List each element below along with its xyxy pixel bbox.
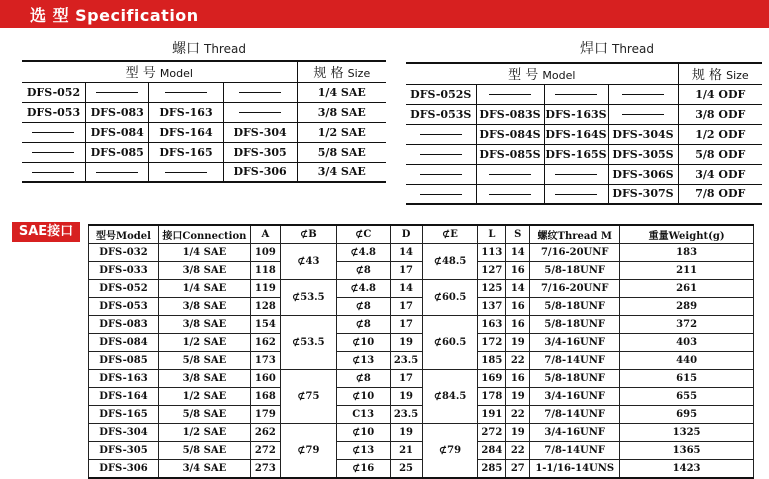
model-cell: DFS-306 xyxy=(89,460,159,479)
model-cell xyxy=(149,162,223,182)
model-cell xyxy=(608,124,678,144)
cell-text: 1/2 SAE xyxy=(317,125,366,139)
table-row xyxy=(22,122,386,142)
S-cell: 14 xyxy=(506,280,530,298)
empty-dash xyxy=(96,92,138,93)
model-cell xyxy=(85,142,148,162)
model-cell xyxy=(223,102,297,122)
model-cell xyxy=(22,122,85,142)
model-cell xyxy=(476,84,544,104)
thread-cell: 5/8-18UNF xyxy=(530,298,620,316)
model-cell: DFS-085 xyxy=(89,352,159,370)
A-cell: 154 xyxy=(250,316,280,334)
cell-text: DFS-084S xyxy=(479,127,541,141)
model-cell: DFS-304 xyxy=(89,424,159,442)
model-cell xyxy=(149,102,223,122)
column-header: D xyxy=(390,225,422,244)
conn-cell: 1/2 SAE xyxy=(158,424,250,442)
cell-text: 1/4 ODF xyxy=(695,87,746,101)
dim-b-cell: ⊄53.5 xyxy=(280,280,336,316)
table-row xyxy=(89,406,754,424)
A-cell: 262 xyxy=(250,424,280,442)
thread-spec-table xyxy=(22,60,386,183)
C-cell: ⊄8 xyxy=(336,370,390,388)
model-cell xyxy=(223,82,297,102)
thread-cell: 7/16-20UNF xyxy=(530,280,620,298)
thread-cell: 5/8-18UNF xyxy=(530,316,620,334)
size-header: 规 格 Size xyxy=(297,61,386,82)
column-header: 接口Connection xyxy=(158,225,250,244)
table-row xyxy=(89,262,754,280)
D-cell: 21 xyxy=(390,442,422,460)
weight-cell: 440 xyxy=(620,352,754,370)
S-cell: 27 xyxy=(506,460,530,479)
table-row xyxy=(89,442,754,460)
L-cell: 113 xyxy=(478,244,506,262)
cell-text: DFS-305 xyxy=(233,145,287,159)
model-cell xyxy=(85,162,148,182)
conn-cell: 1/2 SAE xyxy=(158,334,250,352)
empty-dash xyxy=(32,172,74,173)
A-cell: 179 xyxy=(250,406,280,424)
model-cell xyxy=(149,82,223,102)
A-cell: 128 xyxy=(250,298,280,316)
cell-text: DFS-304 xyxy=(233,125,287,139)
thread-section-title: 螺口 Thread xyxy=(172,41,246,57)
model-cell xyxy=(22,102,85,122)
A-cell: 273 xyxy=(250,460,280,479)
C-cell: ⊄10 xyxy=(336,388,390,406)
table-row xyxy=(89,370,754,388)
cell-text: DFS-053S xyxy=(410,107,472,121)
empty-dash xyxy=(555,174,597,175)
model-cell xyxy=(85,102,148,122)
C-cell: ⊄4.8 xyxy=(336,280,390,298)
model-cell xyxy=(476,104,544,124)
table-row xyxy=(89,316,754,334)
table-row xyxy=(406,124,762,144)
size-cell xyxy=(297,122,386,142)
cell-text: DFS-083S xyxy=(479,107,541,121)
empty-dash xyxy=(165,172,207,173)
empty-dash xyxy=(555,194,597,195)
conn-cell: 5/8 SAE xyxy=(158,406,250,424)
model-cell xyxy=(544,104,608,124)
dim-e-cell: ⊄48.5 xyxy=(422,244,478,280)
D-cell: 17 xyxy=(390,298,422,316)
A-cell: 168 xyxy=(250,388,280,406)
S-cell: 19 xyxy=(506,424,530,442)
weight-cell: 211 xyxy=(620,262,754,280)
D-cell: 25 xyxy=(390,460,422,479)
table-row xyxy=(89,352,754,370)
model-cell xyxy=(406,104,476,124)
size-cell xyxy=(678,104,762,124)
thread-cell: 5/8-18UNF xyxy=(530,262,620,280)
header-banner xyxy=(0,0,769,28)
conn-cell: 5/8 SAE xyxy=(158,352,250,370)
model-cell xyxy=(406,84,476,104)
thread-cell: 5/8-18UNF xyxy=(530,370,620,388)
table-row xyxy=(89,460,754,479)
cell-text: DFS-304S xyxy=(612,127,674,141)
model-cell xyxy=(406,184,476,204)
thread-cell: 7/8-14UNF xyxy=(530,352,620,370)
dim-b-cell: ⊄75 xyxy=(280,370,336,424)
cell-text: DFS-306S xyxy=(612,167,674,181)
cell-text: DFS-165 xyxy=(159,145,213,159)
size-cell xyxy=(678,84,762,104)
size-cell xyxy=(678,124,762,144)
weight-cell: 655 xyxy=(620,388,754,406)
L-cell: 178 xyxy=(478,388,506,406)
empty-dash xyxy=(32,132,74,133)
table-row xyxy=(406,164,762,184)
empty-dash xyxy=(622,94,664,95)
L-cell: 163 xyxy=(478,316,506,334)
model-cell: DFS-305 xyxy=(89,442,159,460)
S-cell: 19 xyxy=(506,334,530,352)
L-cell: 185 xyxy=(478,352,506,370)
model-cell xyxy=(544,184,608,204)
model-cell xyxy=(223,162,297,182)
model-cell: DFS-084 xyxy=(89,334,159,352)
D-cell: 17 xyxy=(390,316,422,334)
weight-cell: 183 xyxy=(620,244,754,262)
empty-dash xyxy=(420,154,462,155)
A-cell: 162 xyxy=(250,334,280,352)
cell-text: 3/4 ODF xyxy=(695,167,746,181)
empty-dash xyxy=(420,174,462,175)
D-cell: 17 xyxy=(390,370,422,388)
empty-dash xyxy=(555,94,597,95)
A-cell: 109 xyxy=(250,244,280,262)
cell-text: DFS-084 xyxy=(90,125,144,139)
L-cell: 137 xyxy=(478,298,506,316)
model-cell: DFS-163 xyxy=(89,370,159,388)
cell-text: DFS-164 xyxy=(159,125,213,139)
thread-cell: 3/4-16UNF xyxy=(530,388,620,406)
model-cell xyxy=(544,144,608,164)
empty-dash xyxy=(622,114,664,115)
model-cell xyxy=(22,142,85,162)
weight-cell: 372 xyxy=(620,316,754,334)
C-cell: ⊄8 xyxy=(336,316,390,334)
empty-dash xyxy=(489,94,531,95)
cell-text: DFS-052S xyxy=(410,87,472,101)
S-cell: 16 xyxy=(506,370,530,388)
C-cell: C13 xyxy=(336,406,390,424)
model-cell xyxy=(608,144,678,164)
L-cell: 172 xyxy=(478,334,506,352)
cell-text: DFS-164S xyxy=(545,127,607,141)
D-cell: 23.5 xyxy=(390,352,422,370)
model-cell xyxy=(85,122,148,142)
C-cell: ⊄4.8 xyxy=(336,244,390,262)
C-cell: ⊄10 xyxy=(336,334,390,352)
empty-dash xyxy=(489,194,531,195)
weight-cell: 289 xyxy=(620,298,754,316)
weight-cell: 261 xyxy=(620,280,754,298)
weight-cell: 615 xyxy=(620,370,754,388)
empty-dash xyxy=(32,152,74,153)
column-header: 型号Model xyxy=(89,225,159,244)
thread-cell: 3/4-16UNF xyxy=(530,334,620,352)
model-cell xyxy=(406,144,476,164)
table-row xyxy=(89,388,754,406)
S-cell: 19 xyxy=(506,388,530,406)
model-cell xyxy=(476,124,544,144)
size-cell xyxy=(297,102,386,122)
D-cell: 23.5 xyxy=(390,406,422,424)
cell-text: 3/8 SAE xyxy=(317,105,366,119)
conn-cell: 3/8 SAE xyxy=(158,316,250,334)
sae-badge: SAE接口 xyxy=(12,222,80,242)
weight-cell: 1325 xyxy=(620,424,754,442)
model-cell: DFS-164 xyxy=(89,388,159,406)
S-cell: 22 xyxy=(506,352,530,370)
A-cell: 118 xyxy=(250,262,280,280)
C-cell: ⊄13 xyxy=(336,442,390,460)
cell-text: DFS-052 xyxy=(26,85,81,99)
cell-text: 1/4 SAE xyxy=(317,85,366,99)
size-header: 规 格 Size xyxy=(678,63,762,84)
C-cell: ⊄10 xyxy=(336,424,390,442)
D-cell: 17 xyxy=(390,262,422,280)
C-cell: ⊄8 xyxy=(336,298,390,316)
cell-text: DFS-307S xyxy=(612,187,674,201)
column-header: ⊄B xyxy=(280,225,336,244)
model-cell xyxy=(608,164,678,184)
model-header: 型 号 Model xyxy=(22,61,297,82)
A-cell: 119 xyxy=(250,280,280,298)
dim-e-cell: ⊄79 xyxy=(422,424,478,479)
empty-dash xyxy=(489,174,531,175)
model-cell xyxy=(476,164,544,184)
model-cell xyxy=(476,184,544,204)
C-cell: ⊄8 xyxy=(336,262,390,280)
S-cell: 22 xyxy=(506,442,530,460)
model-cell xyxy=(22,162,85,182)
cell-text: 3/4 SAE xyxy=(317,165,366,179)
weld-section-title: 焊口 Thread xyxy=(580,41,654,57)
model-cell xyxy=(608,84,678,104)
size-cell xyxy=(297,82,386,102)
dim-e-cell: ⊄84.5 xyxy=(422,370,478,424)
model-cell xyxy=(149,142,223,162)
model-cell xyxy=(544,164,608,184)
weight-cell: 695 xyxy=(620,406,754,424)
model-cell xyxy=(85,82,148,102)
size-cell xyxy=(297,162,386,182)
dim-b-cell: ⊄79 xyxy=(280,424,336,479)
thread-cell: 7/8-14UNF xyxy=(530,406,620,424)
table-row xyxy=(22,142,386,162)
cell-text: DFS-085S xyxy=(479,147,541,161)
cell-text: DFS-163S xyxy=(545,107,607,121)
L-cell: 169 xyxy=(478,370,506,388)
C-cell: ⊄16 xyxy=(336,460,390,479)
model-cell: DFS-165 xyxy=(89,406,159,424)
cell-text: DFS-165S xyxy=(545,147,607,161)
D-cell: 19 xyxy=(390,334,422,352)
column-header: 螺纹Thread M xyxy=(530,225,620,244)
cell-text: DFS-053 xyxy=(26,105,81,119)
cell-text: 5/8 ODF xyxy=(695,147,746,161)
model-cell: DFS-052 xyxy=(89,280,159,298)
cell-text: DFS-083 xyxy=(90,105,144,119)
C-cell: ⊄13 xyxy=(336,352,390,370)
thread-cell: 1-1/16-14UNS xyxy=(530,460,620,479)
A-cell: 173 xyxy=(250,352,280,370)
size-cell xyxy=(297,142,386,162)
empty-dash xyxy=(420,194,462,195)
table-row xyxy=(89,424,754,442)
cell-text: DFS-085 xyxy=(90,145,144,159)
D-cell: 19 xyxy=(390,424,422,442)
A-cell: 272 xyxy=(250,442,280,460)
D-cell: 14 xyxy=(390,280,422,298)
L-cell: 285 xyxy=(478,460,506,479)
cell-text: 5/8 SAE xyxy=(317,145,366,159)
thread-cell: 3/4-16UNF xyxy=(530,424,620,442)
table-row xyxy=(89,334,754,352)
empty-dash xyxy=(165,92,207,93)
table-row xyxy=(406,184,762,204)
table-row xyxy=(406,104,762,124)
table-row xyxy=(89,280,754,298)
model-cell xyxy=(544,84,608,104)
dim-b-cell: ⊄43 xyxy=(280,244,336,280)
column-header: S xyxy=(506,225,530,244)
weld-spec-table xyxy=(406,62,762,205)
weight-cell: 1365 xyxy=(620,442,754,460)
dim-e-cell: ⊄60.5 xyxy=(422,316,478,370)
cell-text: DFS-163 xyxy=(159,105,213,119)
table-row xyxy=(406,144,762,164)
model-cell xyxy=(608,184,678,204)
model-cell: DFS-033 xyxy=(89,262,159,280)
weight-cell: 403 xyxy=(620,334,754,352)
empty-dash xyxy=(239,112,281,113)
conn-cell: 1/4 SAE xyxy=(158,280,250,298)
conn-cell: 5/8 SAE xyxy=(158,442,250,460)
size-cell xyxy=(678,164,762,184)
S-cell: 16 xyxy=(506,298,530,316)
model-cell xyxy=(149,122,223,142)
model-cell xyxy=(476,144,544,164)
conn-cell: 1/2 SAE xyxy=(158,388,250,406)
S-cell: 16 xyxy=(506,316,530,334)
size-cell xyxy=(678,144,762,164)
model-cell: DFS-083 xyxy=(89,316,159,334)
S-cell: 16 xyxy=(506,262,530,280)
column-header: ⊄C xyxy=(336,225,390,244)
L-cell: 284 xyxy=(478,442,506,460)
L-cell: 272 xyxy=(478,424,506,442)
size-cell xyxy=(678,184,762,204)
table-row xyxy=(22,162,386,182)
model-cell xyxy=(544,124,608,144)
model-cell: DFS-032 xyxy=(89,244,159,262)
cell-text: 1/2 ODF xyxy=(695,127,746,141)
model-cell xyxy=(223,122,297,142)
L-cell: 127 xyxy=(478,262,506,280)
conn-cell: 1/4 SAE xyxy=(158,244,250,262)
A-cell: 160 xyxy=(250,370,280,388)
conn-cell: 3/4 SAE xyxy=(158,460,250,479)
model-cell: DFS-053 xyxy=(89,298,159,316)
cell-text: DFS-306 xyxy=(233,165,287,179)
conn-cell: 3/8 SAE xyxy=(158,262,250,280)
L-cell: 191 xyxy=(478,406,506,424)
D-cell: 19 xyxy=(390,388,422,406)
model-cell xyxy=(406,164,476,184)
thread-cell: 7/16-20UNF xyxy=(530,244,620,262)
dim-e-cell: ⊄60.5 xyxy=(422,280,478,316)
banner-title: 选 型 Specification xyxy=(30,6,199,25)
empty-dash xyxy=(96,172,138,173)
D-cell: 14 xyxy=(390,244,422,262)
cell-text: 7/8 ODF xyxy=(695,187,746,201)
column-header: L xyxy=(478,225,506,244)
sae-spec-table xyxy=(88,224,754,479)
cell-text: 3/8 ODF xyxy=(695,107,746,121)
thread-cell: 7/8-14UNF xyxy=(530,442,620,460)
conn-cell: 3/8 SAE xyxy=(158,370,250,388)
conn-cell: 3/8 SAE xyxy=(158,298,250,316)
model-cell xyxy=(608,104,678,124)
model-cell xyxy=(406,124,476,144)
column-header: ⊄E xyxy=(422,225,478,244)
weight-cell: 1423 xyxy=(620,460,754,479)
table-row xyxy=(406,84,762,104)
model-cell xyxy=(22,82,85,102)
table-row xyxy=(22,82,386,102)
column-header: 重量Weight(g) xyxy=(620,225,754,244)
model-cell xyxy=(223,142,297,162)
cell-text: DFS-305S xyxy=(612,147,674,161)
S-cell: 14 xyxy=(506,244,530,262)
S-cell: 22 xyxy=(506,406,530,424)
empty-dash xyxy=(239,92,281,93)
table-row xyxy=(89,298,754,316)
dim-b-cell: ⊄53.5 xyxy=(280,316,336,370)
table-row xyxy=(22,102,386,122)
empty-dash xyxy=(420,134,462,135)
table-row xyxy=(89,244,754,262)
L-cell: 125 xyxy=(478,280,506,298)
model-header: 型 号 Model xyxy=(406,63,678,84)
column-header: A xyxy=(250,225,280,244)
